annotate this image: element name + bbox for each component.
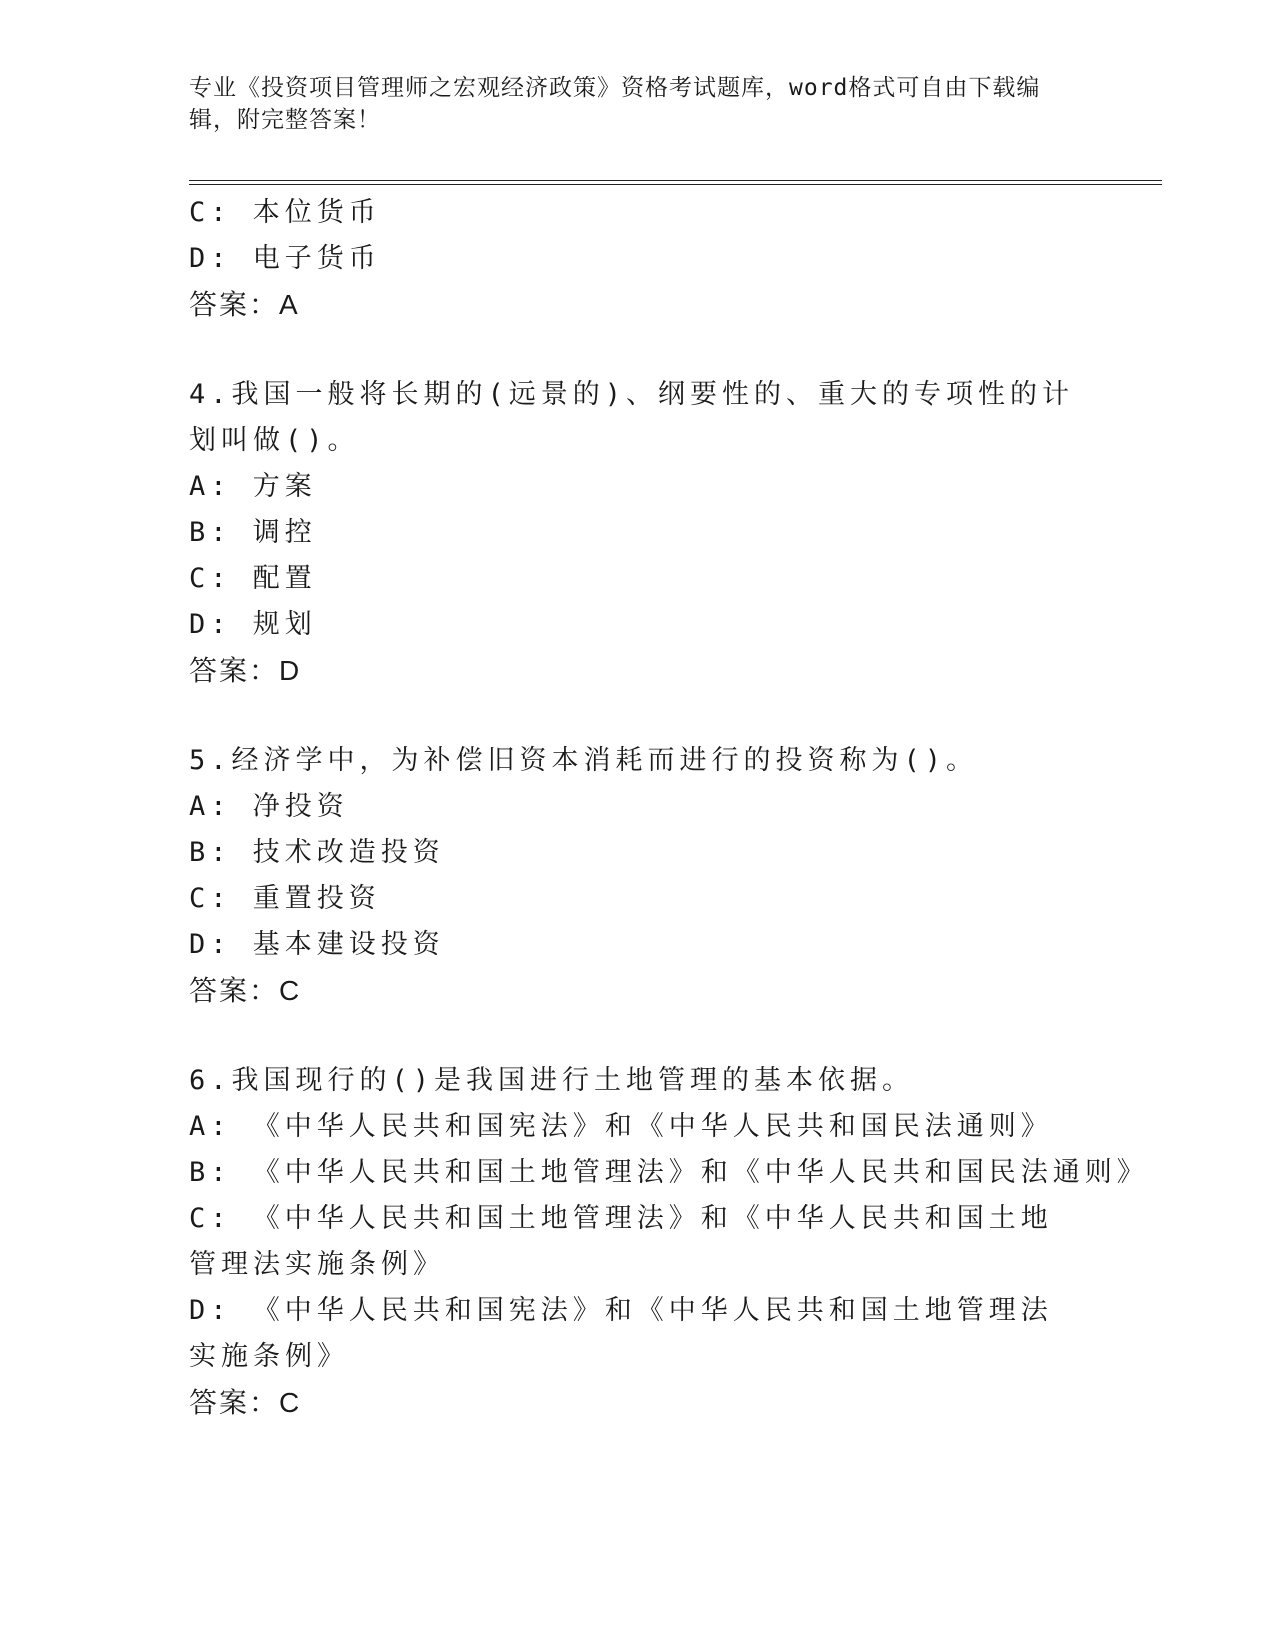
header-divider xyxy=(189,180,1162,185)
option-c: C: 本位货币 xyxy=(189,197,381,228)
option-d: D: 基本建设投资 xyxy=(189,929,445,960)
option-b: B: 《中华人民共和国土地管理法》和《中华人民共和国民法通则》 xyxy=(189,1157,1149,1188)
answer: 答案：D xyxy=(189,655,302,686)
option-c: C: 《中华人民共和国土地管理法》和《中华人民共和国土地管理法实施条例》 xyxy=(189,1203,1053,1280)
option-d: D: 《中华人民共和国宪法》和《中华人民共和国土地管理法实施条例》 xyxy=(189,1295,1053,1372)
question-content xyxy=(189,190,1149,1426)
option-b: B: 调控 xyxy=(189,517,317,548)
question-6 xyxy=(189,1058,1149,1426)
option-a: A: 净投资 xyxy=(189,791,349,822)
question-stem: 5.经济学中，为补偿旧资本消耗而进行的投资称为()。 xyxy=(189,745,979,776)
question-3-tail xyxy=(189,190,1089,328)
option-b: B: 技术改造投资 xyxy=(189,837,445,868)
answer: 答案：C xyxy=(189,1387,302,1418)
page-header: 专业《投资项目管理师之宏观经济政策》资格考试题库，word格式可自由下载编辑，附完整答案！ xyxy=(189,75,1041,133)
option-c: C: 配置 xyxy=(189,563,317,594)
answer: 答案：C xyxy=(189,975,302,1006)
question-4 xyxy=(189,372,1089,694)
option-a: A: 《中华人民共和国宪法》和《中华人民共和国民法通则》 xyxy=(189,1111,1053,1142)
option-d: D: 电子货币 xyxy=(189,243,381,274)
question-stem: 4.我国一般将长期的(远景的)、纲要性的、重大的专项性的计划叫做()。 xyxy=(189,379,1075,456)
option-a: A: 方案 xyxy=(189,471,317,502)
question-stem: 6.我国现行的()是我国进行土地管理的基本依据。 xyxy=(189,1065,915,1096)
option-c: C: 重置投资 xyxy=(189,883,381,914)
answer: 答案：A xyxy=(189,289,300,320)
question-5 xyxy=(189,738,1089,1014)
option-d: D: 规划 xyxy=(189,609,317,640)
